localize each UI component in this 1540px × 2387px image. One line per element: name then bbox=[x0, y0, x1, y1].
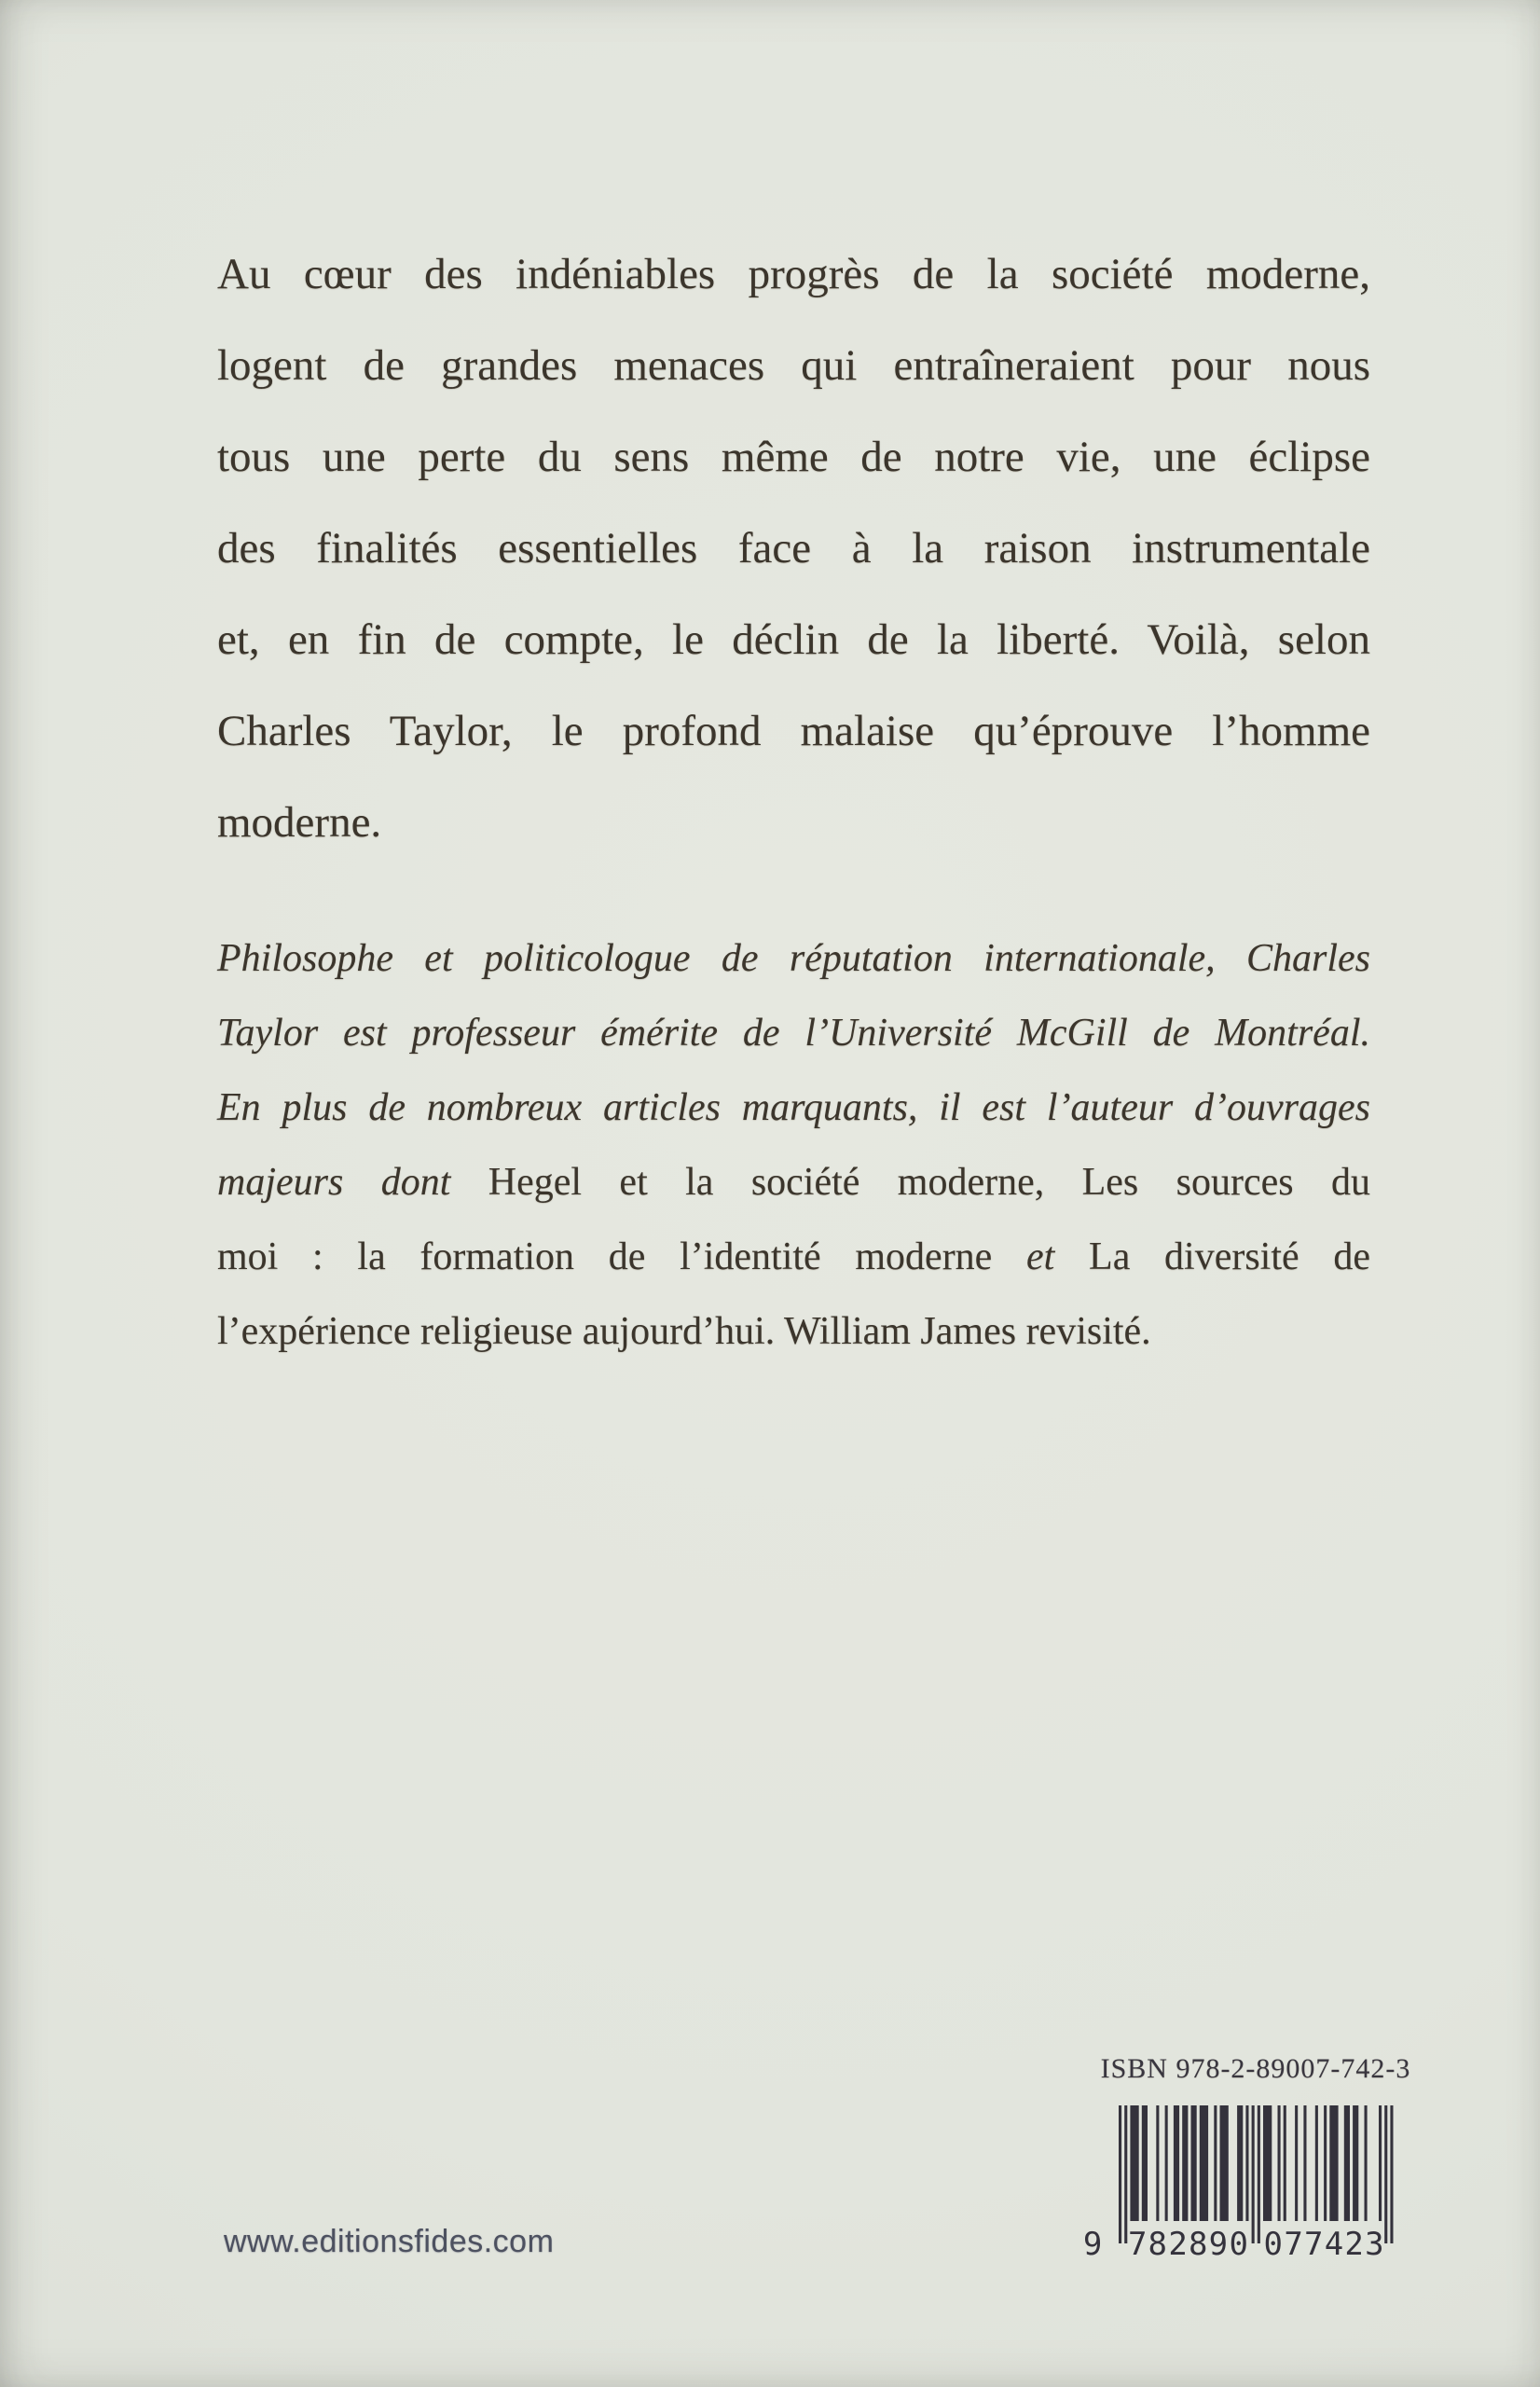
barcode-digit: 7 bbox=[1304, 2226, 1324, 2260]
text-run: des finalités essentielles face à la raison instrumentale bbox=[217, 524, 1370, 573]
isbn-text: ISBN 978-2-89007-742-3 bbox=[1100, 2053, 1411, 2084]
synopsis-line bbox=[217, 228, 1370, 320]
synopsis-line bbox=[217, 594, 1370, 685]
barcode-bar bbox=[1214, 2105, 1217, 2221]
barcode-digit: 7 bbox=[1284, 2226, 1303, 2260]
barcode-bar bbox=[1156, 2105, 1159, 2221]
bio-line bbox=[217, 1294, 1370, 1369]
synopsis-line bbox=[217, 777, 1370, 868]
barcode-bar bbox=[1182, 2105, 1188, 2221]
barcode-bar bbox=[1174, 2105, 1179, 2221]
barcode-bar bbox=[1252, 2105, 1255, 2243]
barcode-digit: 7 bbox=[1127, 2226, 1148, 2260]
barcode-digit: 8 bbox=[1148, 2226, 1168, 2260]
text-run: La diversité de bbox=[1054, 1235, 1370, 1278]
text-run: et, en fin de compte, le déclin de la liberté. Voilà, selon bbox=[217, 615, 1370, 664]
bio-italic-run: majeurs dont bbox=[217, 1161, 488, 1204]
synopsis-line bbox=[217, 411, 1370, 503]
barcode-digit: 9 bbox=[1082, 2226, 1103, 2260]
barcode-bar bbox=[1365, 2105, 1368, 2221]
synopsis-line bbox=[217, 685, 1370, 777]
author-bio-paragraph bbox=[217, 921, 1370, 1369]
text-run: tous une perte du sens même de notre vie, une éclipse bbox=[217, 433, 1370, 481]
bio-line bbox=[217, 1145, 1370, 1220]
barcode-bar bbox=[1315, 2105, 1318, 2221]
barcode-digit: 2 bbox=[1344, 2226, 1364, 2260]
barcode-digit: 0 bbox=[1263, 2226, 1284, 2260]
barcode-bar bbox=[1142, 2105, 1148, 2221]
barcode-bar bbox=[1390, 2105, 1393, 2243]
barcode-bar bbox=[1278, 2105, 1281, 2221]
text-run: logent de grandes menaces qui entraîneraient pour nous bbox=[217, 341, 1370, 390]
barcode-digit: 9 bbox=[1208, 2226, 1229, 2260]
barcode-bar bbox=[1329, 2105, 1338, 2221]
barcode-bar bbox=[1191, 2105, 1197, 2221]
text-run: Au cœur des indéniables progrès de la société moderne, bbox=[217, 250, 1370, 298]
barcode-bar bbox=[1237, 2105, 1243, 2221]
bio-italic-run: En plus de nombreux articles marquants, il est l’auteur d’ouvrages bbox=[217, 1086, 1370, 1129]
text-run: moi : la formation de l’identité moderne bbox=[217, 1235, 1027, 1278]
barcode-bar bbox=[1303, 2105, 1306, 2221]
barcode-digit: 8 bbox=[1189, 2226, 1208, 2260]
synopsis-paragraph bbox=[217, 228, 1370, 868]
bio-line bbox=[217, 996, 1370, 1070]
barcode-bar bbox=[1200, 2105, 1208, 2221]
barcode-bar bbox=[1220, 2105, 1229, 2221]
barcode-bar bbox=[1258, 2105, 1260, 2243]
barcode-bar bbox=[1324, 2105, 1327, 2221]
barcode-bar bbox=[1295, 2105, 1298, 2221]
barcode-bar bbox=[1284, 2105, 1286, 2221]
bio-italic-run: et bbox=[1026, 1235, 1055, 1278]
barcode-bar bbox=[1124, 2105, 1127, 2243]
barcode-digit: 2 bbox=[1168, 2226, 1188, 2260]
website-url: www.editionsfides.com bbox=[224, 2224, 555, 2259]
barcode-bar bbox=[1165, 2105, 1168, 2221]
text-run: Hegel et la société moderne, Les sources du bbox=[488, 1161, 1370, 1204]
barcode-bar bbox=[1344, 2105, 1350, 2221]
barcode-bar bbox=[1353, 2105, 1358, 2221]
barcode-bar bbox=[1263, 2105, 1272, 2221]
text-run: moderne. bbox=[217, 798, 382, 847]
bio-line bbox=[217, 921, 1370, 996]
bio-line bbox=[217, 1070, 1370, 1145]
bio-line bbox=[217, 1220, 1370, 1294]
synopsis-line bbox=[217, 503, 1370, 594]
barcode-bar bbox=[1130, 2105, 1138, 2221]
barcode-digit: 3 bbox=[1365, 2226, 1384, 2260]
ean13-barcode bbox=[1081, 2105, 1398, 2260]
barcode-bar bbox=[1119, 2105, 1121, 2243]
barcode-digit: 4 bbox=[1324, 2226, 1344, 2260]
bio-italic-run: Taylor est professeur émérite de l’Université McGill de Montréal. bbox=[217, 1012, 1370, 1055]
barcode-digit: 0 bbox=[1229, 2226, 1248, 2260]
bio-italic-run: Philosophe et politicologue de réputation internationale, Charles bbox=[217, 937, 1370, 980]
barcode-bar bbox=[1245, 2105, 1248, 2221]
barcode-bar bbox=[1384, 2105, 1387, 2243]
text-run: Charles Taylor, le profond malaise qu’éprouve l’homme bbox=[217, 707, 1370, 755]
barcode-bar bbox=[1379, 2105, 1382, 2221]
synopsis-line bbox=[217, 320, 1370, 411]
text-run: l’expérience religieuse aujourd’hui. William James revisité. bbox=[217, 1310, 1151, 1353]
